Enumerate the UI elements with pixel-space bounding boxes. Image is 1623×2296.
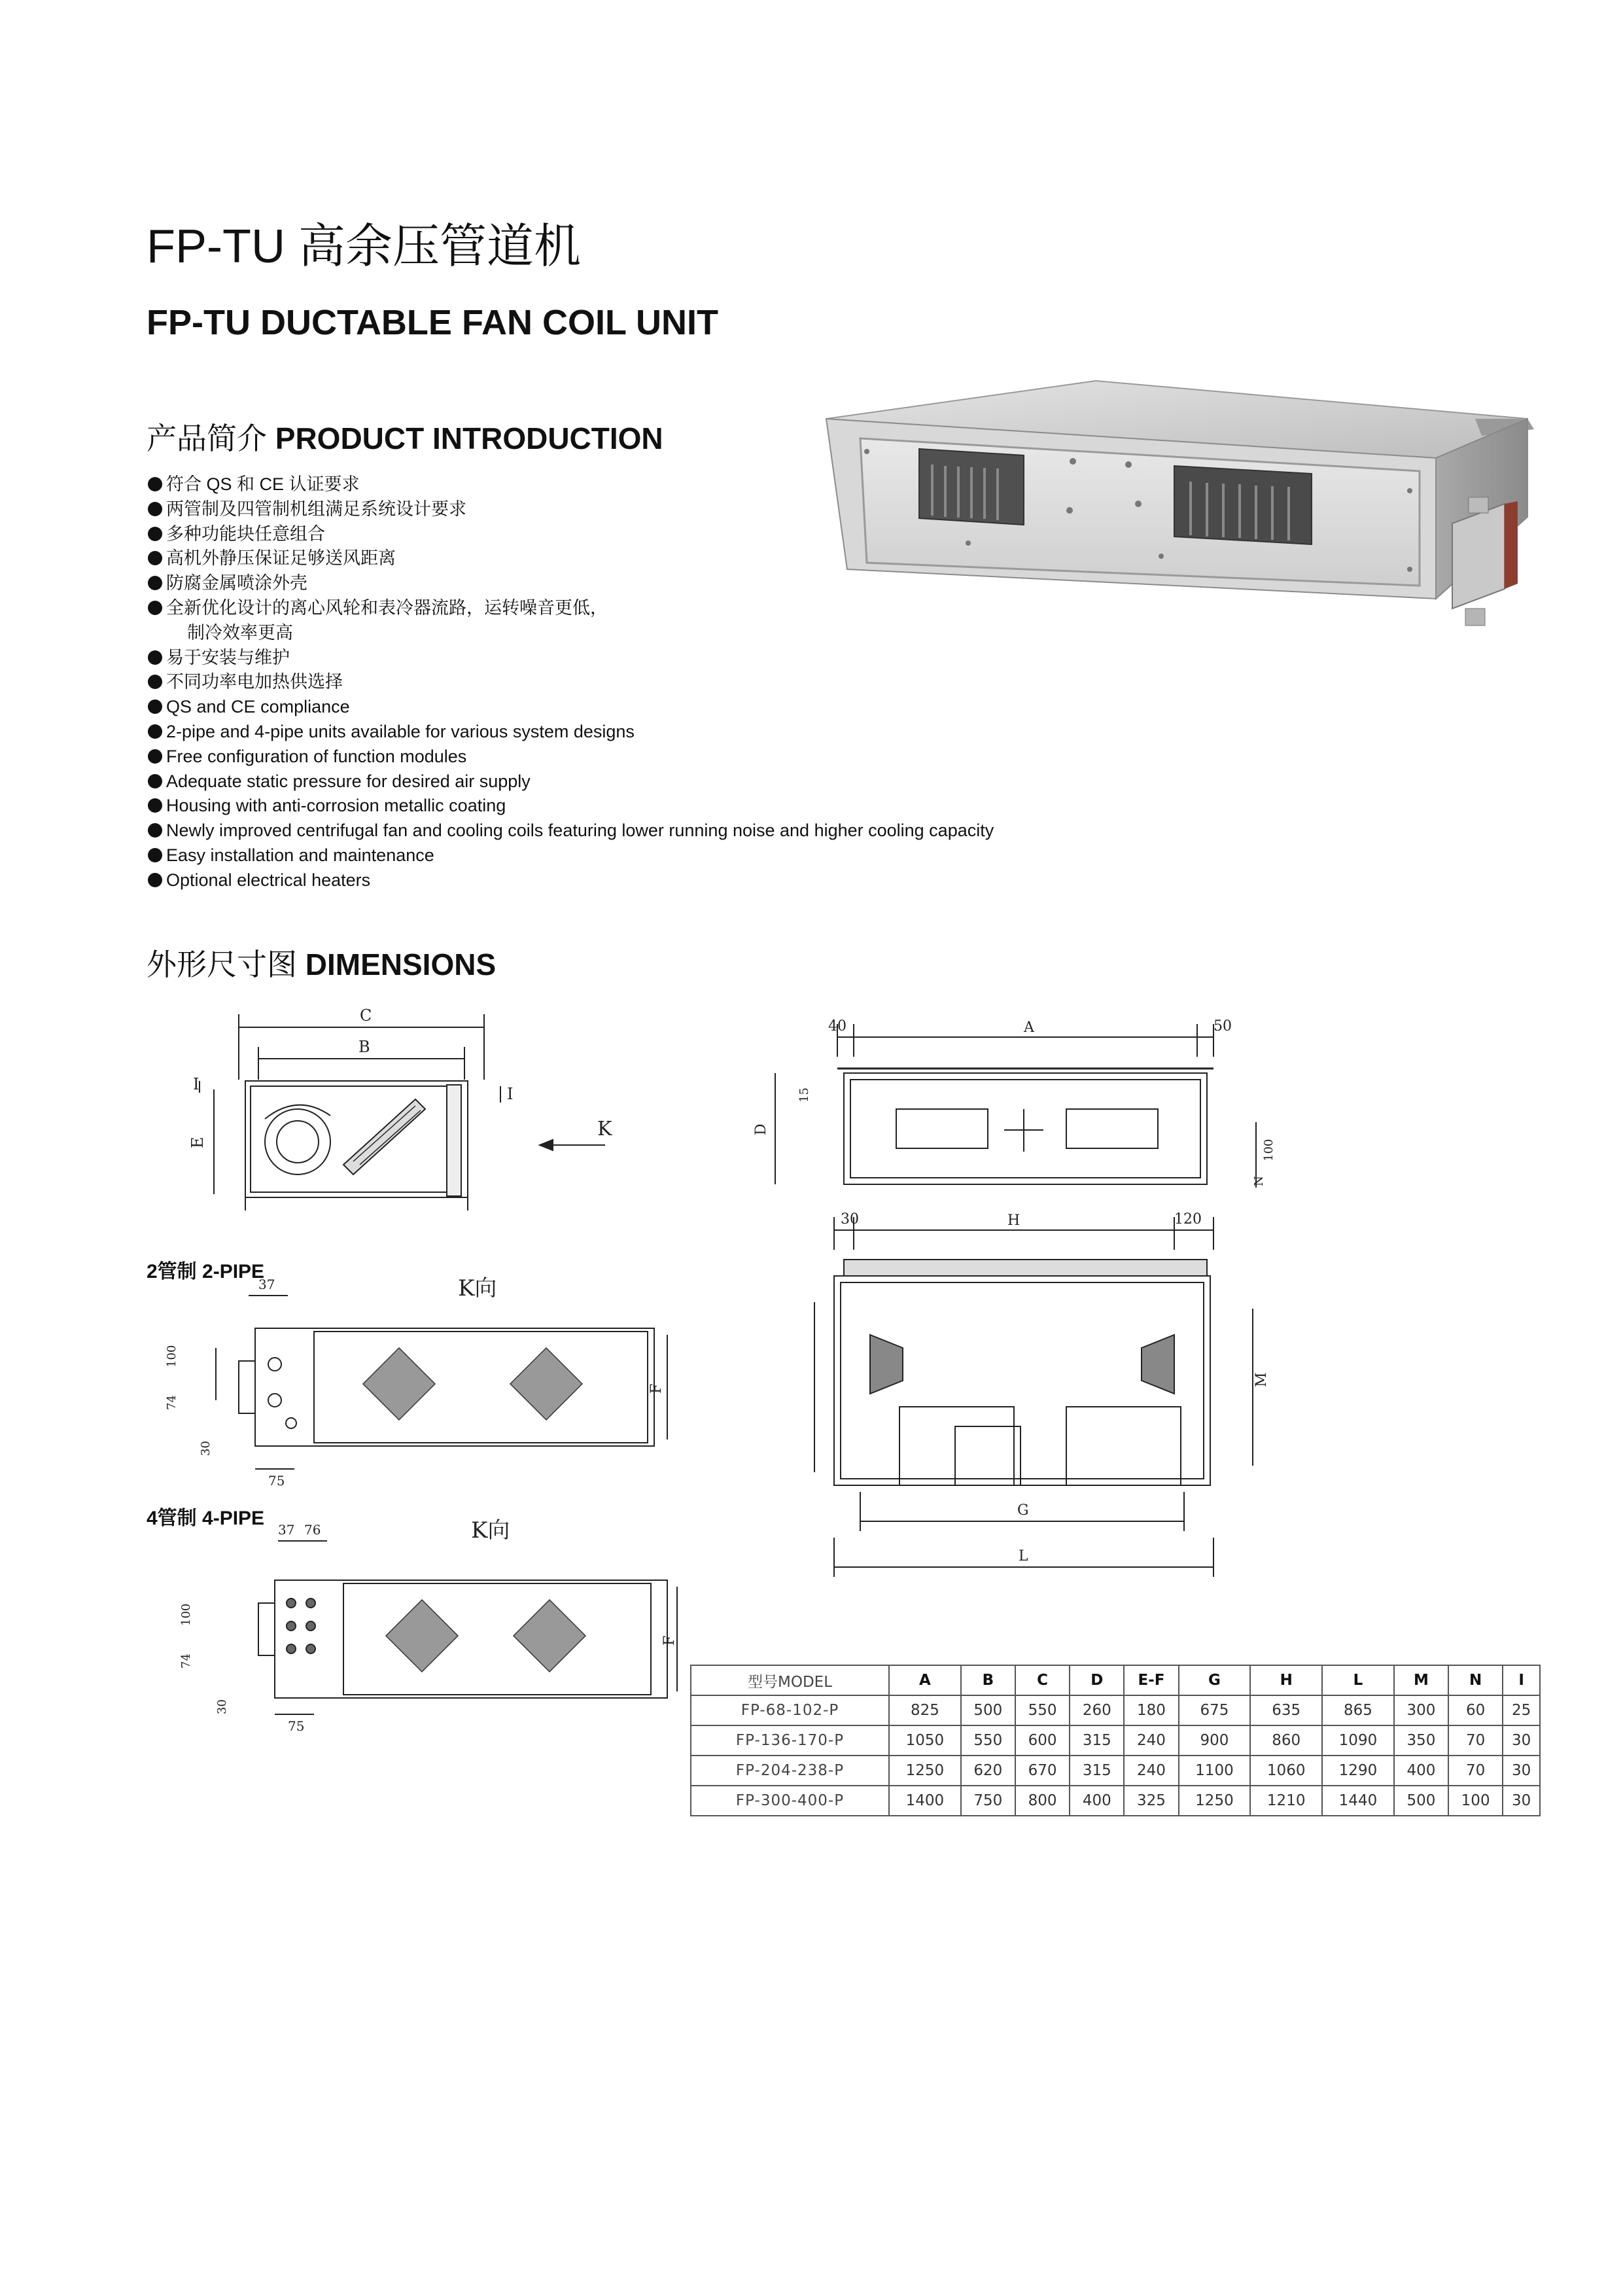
bullet-icon [148, 650, 162, 665]
feature-item: Easy installation and maintenance [148, 843, 1116, 868]
dim-label-f2: F [661, 1635, 678, 1646]
intro-heading-cn: 产品简介 [147, 421, 267, 455]
dim-label-a: A [1024, 1019, 1034, 1036]
table-cell: 600 [1015, 1725, 1070, 1756]
k-direction-label: K向 [458, 1275, 497, 1301]
dim-label-100b: 100 [165, 1345, 179, 1368]
table-cell: 800 [1015, 1786, 1070, 1816]
bullet-icon [148, 724, 162, 739]
dim-label-h: H [1007, 1212, 1021, 1229]
bullet-icon [148, 477, 162, 491]
table-cell: 670 [1015, 1756, 1070, 1786]
table-cell: 750 [961, 1786, 1015, 1816]
table-header: D [1070, 1665, 1124, 1695]
dim-label-74b: 74 [179, 1653, 193, 1669]
bullet-icon [148, 774, 162, 788]
table-cell: 400 [1394, 1756, 1448, 1786]
feature-item: 易于安装与维护 [148, 646, 1116, 671]
table-cell: 1250 [1179, 1786, 1251, 1816]
pipe2-drawing [157, 1269, 680, 1492]
dimensions-table [690, 1665, 1541, 1816]
dim-label-n: N [1252, 1176, 1266, 1186]
table-cell: 1210 [1250, 1786, 1322, 1816]
feature-item-continued: 制冷效率更高 [187, 622, 293, 643]
table-cell: 315 [1070, 1725, 1124, 1756]
dim-label-76: 76 [304, 1522, 321, 1538]
page-title-en: FP-TU DUCTABLE FAN COIL UNIT [147, 303, 718, 342]
table-cell: 60 [1448, 1695, 1503, 1725]
feature-item: 2-pipe and 4-pipe units available for various system designs [148, 720, 1116, 745]
product-photo [821, 373, 1554, 661]
table-cell: 550 [961, 1725, 1015, 1756]
table-cell: 400 [1070, 1786, 1124, 1816]
table-cell: 300 [1394, 1695, 1448, 1725]
dim-label-i: I [193, 1075, 200, 1093]
bullet-icon [148, 873, 162, 887]
dim-label-m: M [1253, 1372, 1270, 1387]
table-header: B [961, 1665, 1015, 1695]
table-cell: 180 [1124, 1695, 1178, 1725]
plan-view-drawing [808, 1210, 1292, 1590]
side-view-drawing [173, 1001, 644, 1224]
table-cell: 1250 [889, 1756, 961, 1786]
dimensions-heading [147, 941, 496, 984]
table-cell: 900 [1179, 1725, 1251, 1756]
feature-item: Newly improved centrifugal fan and cooling coils featuring lower running noise and higher cooling capacity [148, 819, 1116, 843]
feature-item: 两管制及四管制机组满足系统设计要求 [148, 497, 1116, 522]
dim-label-30b: 30 [199, 1441, 213, 1456]
table-cell: 1090 [1322, 1725, 1394, 1756]
feature-item: Free configuration of function modules [148, 745, 1116, 769]
table-cell: 30 [1503, 1756, 1540, 1786]
table-cell: 315 [1070, 1756, 1124, 1786]
feature-item: Optional electrical heaters [148, 868, 1116, 893]
dim-label-d: D [753, 1123, 769, 1135]
dim-label-g: G [1017, 1502, 1029, 1519]
table-cell: 1440 [1322, 1786, 1394, 1816]
dim-label-100c: 100 [179, 1603, 193, 1626]
bullet-icon [148, 848, 162, 862]
dim-label-15: 15 [797, 1087, 811, 1103]
table-header: L [1322, 1665, 1394, 1695]
bullet-icon [148, 675, 162, 689]
table-cell: 825 [889, 1695, 961, 1725]
dim-label-40: 40 [828, 1018, 846, 1034]
bullet-icon [148, 823, 162, 838]
table-cell: FP-136-170-P [691, 1725, 889, 1756]
table-cell: 100 [1448, 1786, 1503, 1816]
feature-item: 符合 QS 和 CE 认证要求 [148, 472, 1116, 497]
k-arrow-label: K [597, 1118, 612, 1140]
bullet-icon [148, 527, 162, 541]
pipe4-label: 4管制 4-PIPE [147, 1508, 265, 1529]
bullet-icon [148, 551, 162, 565]
table-row [691, 1725, 1540, 1756]
dim-label-37b: 37 [278, 1522, 295, 1538]
dimensions-heading-en: DIMENSIONS [305, 947, 497, 981]
dim-label-75: 75 [268, 1473, 285, 1489]
table-cell: 1100 [1179, 1756, 1251, 1786]
dim-label-75b: 75 [288, 1718, 305, 1734]
feature-item: QS and CE compliance [148, 695, 1116, 720]
table-cell: 550 [1015, 1695, 1070, 1725]
table-cell: 25 [1503, 1695, 1540, 1725]
front-view-drawing [739, 1017, 1295, 1207]
feature-item: 全新优化设计的离心风轮和表冷器流路，运转噪音更低， [148, 596, 1116, 621]
table-cell: 30 [1503, 1786, 1540, 1816]
table-cell: 675 [1179, 1695, 1251, 1725]
table-header: N [1448, 1665, 1503, 1695]
dim-label-e: E [188, 1137, 207, 1148]
feature-item: 高机外静压保证足够送风距离 [148, 546, 1116, 571]
bullet-icon [148, 749, 162, 764]
feature-item: Adequate static pressure for desired air supply [148, 769, 1116, 794]
table-cell: 1060 [1250, 1756, 1322, 1786]
table-header: A [889, 1665, 961, 1695]
intro-heading-en: PRODUCT INTRODUCTION [275, 421, 663, 455]
table-cell: 1050 [889, 1725, 961, 1756]
pipe2-label: 2管制 2-PIPE [147, 1261, 265, 1282]
pipe4-drawing [157, 1518, 700, 1740]
dim-label-f: F [648, 1383, 665, 1394]
table-header: I [1503, 1665, 1540, 1695]
table-row [691, 1786, 1540, 1816]
table-header: G [1179, 1665, 1251, 1695]
dim-label-100: 100 [1262, 1139, 1276, 1161]
intro-heading [147, 415, 663, 458]
table-header: H [1250, 1665, 1322, 1695]
table-cell: 70 [1448, 1725, 1503, 1756]
table-cell: FP-300-400-P [691, 1786, 889, 1816]
table-header-row [691, 1665, 1540, 1695]
table-header: M [1394, 1665, 1448, 1695]
table-cell: 260 [1070, 1695, 1124, 1725]
dim-label-37: 37 [258, 1277, 275, 1292]
table-row [691, 1695, 1540, 1725]
k-direction-label-2: K向 [471, 1518, 510, 1544]
dim-label-50: 50 [1213, 1018, 1232, 1034]
feature-item: 多种功能块任意组合 [148, 522, 1116, 547]
table-header: E-F [1124, 1665, 1178, 1695]
dim-label-c: C [360, 1006, 372, 1025]
bullet-icon [148, 576, 162, 590]
dim-label-30: 30 [841, 1211, 859, 1227]
table-cell: FP-68-102-P [691, 1695, 889, 1725]
dim-label-l: L [1019, 1548, 1028, 1564]
table-cell: 500 [1394, 1786, 1448, 1816]
table-cell: 635 [1250, 1695, 1322, 1725]
table-cell: 500 [961, 1695, 1015, 1725]
feature-item: 不同功率电加热供选择 [148, 670, 1116, 695]
table-cell: 30 [1503, 1725, 1540, 1756]
dim-label-30c: 30 [215, 1699, 229, 1714]
table-cell: 240 [1124, 1725, 1178, 1756]
table-row [691, 1756, 1540, 1786]
table-cell: 860 [1250, 1725, 1322, 1756]
table-cell: FP-204-238-P [691, 1756, 889, 1786]
table-cell: 350 [1394, 1725, 1448, 1756]
dim-label-b: B [358, 1038, 370, 1056]
feature-item: Housing with anti-corrosion metallic coating [148, 794, 1116, 819]
page-title-cn: FP-TU 高余压管道机 [147, 221, 581, 273]
table-cell: 1290 [1322, 1756, 1394, 1786]
bullet-icon [148, 502, 162, 516]
feature-item: 防腐金属喷涂外壳 [148, 571, 1116, 596]
table-cell: 240 [1124, 1756, 1178, 1786]
bullet-icon [148, 699, 162, 714]
table-header: C [1015, 1665, 1070, 1695]
bullet-icon [148, 798, 162, 813]
dim-label-74: 74 [165, 1395, 179, 1410]
dim-label-i2: I [507, 1085, 514, 1103]
table-header: 型号MODEL [691, 1665, 889, 1695]
table-cell: 865 [1322, 1695, 1394, 1725]
dim-label-120: 120 [1174, 1211, 1202, 1227]
table-cell: 620 [961, 1756, 1015, 1786]
bullet-icon [148, 601, 162, 615]
dimensions-heading-cn: 外形尺寸图 [147, 947, 297, 981]
table-cell: 70 [1448, 1756, 1503, 1786]
table-cell: 1400 [889, 1786, 961, 1816]
table-cell: 325 [1124, 1786, 1178, 1816]
